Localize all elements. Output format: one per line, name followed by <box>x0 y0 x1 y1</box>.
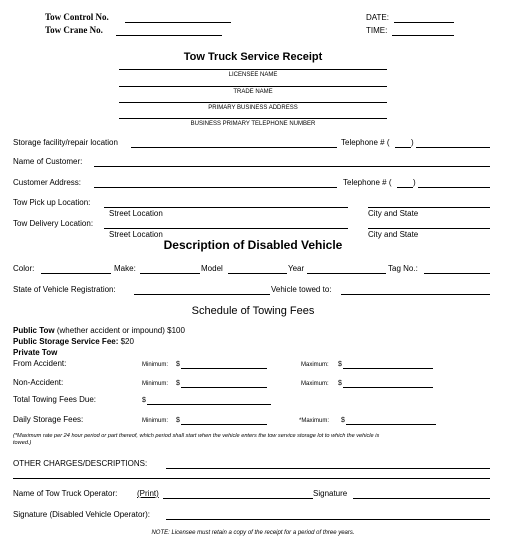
date-field[interactable] <box>394 22 454 23</box>
from-accident-maximum-dollar: $ <box>338 361 342 368</box>
primary-address-field[interactable] <box>119 102 387 103</box>
receipt-title: Tow Truck Service Receipt <box>183 51 323 63</box>
storage-telephone-label: Telephone # ( <box>341 138 390 147</box>
primary-phone-field[interactable] <box>119 118 387 119</box>
tow-crane-field[interactable] <box>116 35 222 36</box>
storage-footnote-line-2: towed.) <box>13 440 32 446</box>
daily-storage-minimum-field[interactable] <box>181 424 267 425</box>
daily-storage-maximum-dollar: $ <box>341 417 345 424</box>
operator-name-field[interactable] <box>163 498 313 499</box>
year-field[interactable] <box>307 273 386 274</box>
disabled-operator-signature-label: Signature (Disabled Vehicle Operator): <box>13 510 150 519</box>
non-accident-minimum-field[interactable] <box>181 387 267 388</box>
daily-storage-maximum-label: *Maximum: <box>299 418 330 424</box>
non-accident-maximum-dollar: $ <box>338 380 342 387</box>
operator-signature-field[interactable] <box>353 498 490 499</box>
non-accident-label: Non-Accident: <box>13 378 64 387</box>
tow-pickup-street-caption: Street Location <box>109 209 163 218</box>
storage-facility-label: Storage facility/repair location <box>13 138 118 147</box>
customer-telephone-field[interactable] <box>418 187 490 188</box>
public-tow-fee: (whether accident or impound) $100 <box>54 326 185 335</box>
tow-pickup-city-caption: City and State <box>368 209 419 218</box>
non-accident-minimum-label: Minimum: <box>142 381 169 387</box>
state-registration-label: State of Vehicle Registration: <box>13 285 116 294</box>
total-fees-dollar: $ <box>142 397 146 404</box>
customer-telephone-close: ) <box>413 178 416 187</box>
time-field[interactable] <box>392 35 454 36</box>
tow-delivery-city-caption: City and State <box>368 230 419 239</box>
public-tow-label: Public Tow <box>13 326 55 335</box>
date-label: DATE: <box>366 13 389 22</box>
public-storage-fee: $20 <box>120 337 134 346</box>
non-accident-maximum-field[interactable] <box>343 387 433 388</box>
operator-print-label: (Print) <box>137 489 159 498</box>
from-accident-minimum-label: Minimum: <box>142 362 169 368</box>
storage-telephone-close: ) <box>411 138 414 147</box>
total-fees-label: Total Towing Fees Due: <box>13 395 97 404</box>
trade-name-label: TRADE NAME <box>233 89 273 95</box>
color-field[interactable] <box>41 273 111 274</box>
disabled-operator-signature-field[interactable] <box>166 519 490 520</box>
color-label: Color: <box>13 264 35 273</box>
storage-facility-field[interactable] <box>131 147 337 148</box>
other-charges-field-2[interactable] <box>13 478 490 479</box>
tow-pickup-city-field[interactable] <box>368 207 490 208</box>
other-charges-label: OTHER CHARGES/DESCRIPTIONS: <box>13 459 148 468</box>
tow-control-label: Tow Control No. <box>45 12 109 22</box>
make-field[interactable] <box>140 273 200 274</box>
tow-crane-label: Tow Crane No. <box>45 25 103 35</box>
storage-telephone-field[interactable] <box>416 147 490 148</box>
tow-delivery-city-field[interactable] <box>368 228 490 229</box>
daily-storage-maximum-field[interactable] <box>346 424 436 425</box>
from-accident-minimum-dollar: $ <box>176 361 180 368</box>
trade-name-field[interactable] <box>119 86 387 87</box>
customer-name-field[interactable] <box>94 166 490 167</box>
from-accident-maximum-label: Maximum: <box>301 362 329 368</box>
time-label: TIME: <box>366 26 388 35</box>
licensee-name-field[interactable] <box>119 69 387 70</box>
year-label: Year <box>288 264 305 273</box>
primary-phone-label: BUSINESS PRIMARY TELEPHONE NUMBER <box>190 121 316 127</box>
daily-storage-label: Daily Storage Fees: <box>13 415 84 424</box>
private-tow-label: Private Tow <box>13 348 58 357</box>
tow-pickup-street-field[interactable] <box>104 207 348 208</box>
storage-footnote-line-1: (*Maximum rate per 24 hour period or part thereof, which period shall start when the vehicle enters the tow service storage lot to which the vehicle is <box>13 433 380 439</box>
tow-delivery-street-caption: Street Location <box>109 230 163 239</box>
daily-storage-minimum-label: Minimum: <box>142 418 169 424</box>
tow-delivery-street-field[interactable] <box>104 228 348 229</box>
from-accident-label: From Accident: <box>13 359 67 368</box>
make-label: Make: <box>114 264 136 273</box>
tag-label: Tag No.: <box>388 264 418 273</box>
customer-address-label: Customer Address: <box>13 178 82 187</box>
tow-pickup-label: Tow Pick up Location: <box>13 198 91 207</box>
primary-address-label: PRIMARY BUSINESS ADDRESS <box>208 105 298 111</box>
non-accident-minimum-dollar: $ <box>176 380 180 387</box>
model-label: Model <box>201 264 223 273</box>
state-registration-field[interactable] <box>134 294 270 295</box>
tag-field[interactable] <box>424 273 490 274</box>
fees-section-title: Schedule of Towing Fees <box>191 305 315 317</box>
customer-address-field[interactable] <box>94 187 337 188</box>
non-accident-maximum-label: Maximum: <box>301 381 329 387</box>
public-storage-label: Public Storage Service Fee: <box>13 337 119 346</box>
storage-area-code-field[interactable] <box>395 147 411 148</box>
from-accident-maximum-field[interactable] <box>343 368 433 369</box>
model-field[interactable] <box>228 273 287 274</box>
customer-area-code-field[interactable] <box>397 187 413 188</box>
daily-storage-minimum-dollar: $ <box>176 417 180 424</box>
total-fees-field[interactable] <box>147 404 271 405</box>
vehicle-towed-to-label: Vehicle towed to: <box>271 285 332 294</box>
retention-note: NOTE: Licensee must retain a copy of the receipt for a period of three years. <box>151 530 355 536</box>
vehicle-section-title: Description of Disabled Vehicle <box>163 238 343 252</box>
tow-delivery-label: Tow Delivery Location: <box>13 219 94 228</box>
tow-control-field[interactable] <box>125 22 231 23</box>
operator-name-label: Name of Tow Truck Operator: <box>13 489 118 498</box>
customer-telephone-label: Telephone # ( <box>343 178 392 187</box>
vehicle-towed-to-field[interactable] <box>341 294 490 295</box>
other-charges-field-1[interactable] <box>166 468 490 469</box>
from-accident-minimum-field[interactable] <box>181 368 267 369</box>
operator-signature-label: Signature <box>313 489 348 498</box>
licensee-name-label: LICENSEE NAME <box>228 72 278 78</box>
customer-name-label: Name of Customer: <box>13 157 83 166</box>
